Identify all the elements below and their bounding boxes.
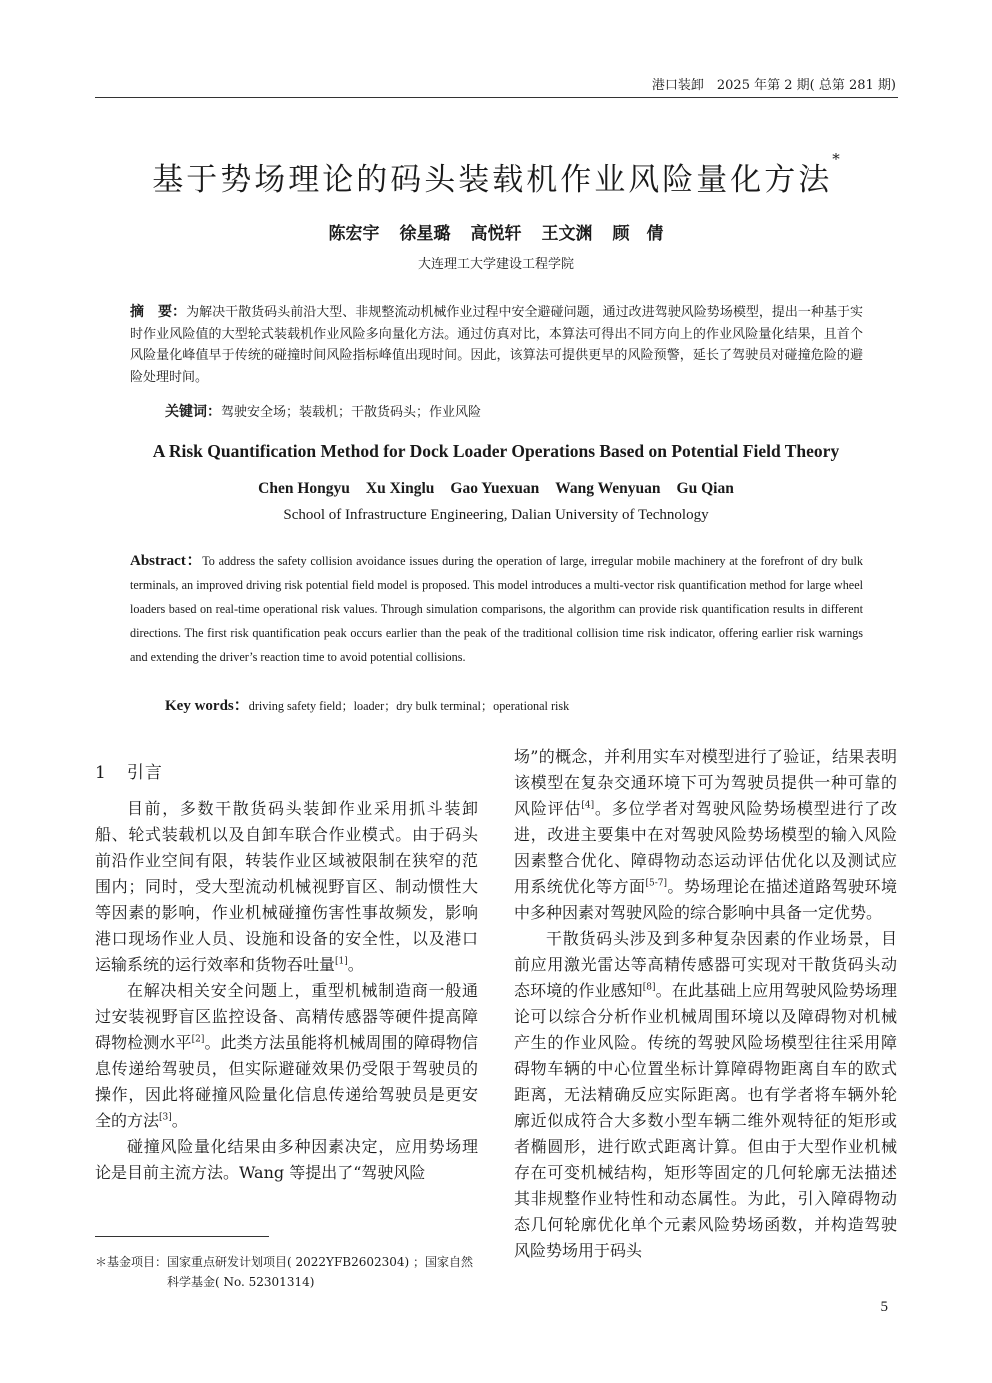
- abstract-en-label: Abstract：: [130, 553, 203, 569]
- author-cn: 陈宏宇: [328, 224, 380, 244]
- keywords-cn-label: 关键词：: [165, 404, 221, 420]
- funding-footnote: [95, 1252, 485, 1292]
- abstract-cn-text: 为解决干散货码头前沿大型、非规整流动机械作业过程中安全避碰问题，通过改进驾驶风险势场模型，提出一种基于实时作业风险值的大型轮式装载机作业风险多向量化方法。通过仿真对比，本算法可得出不同方向上的作业风险量化结果，且首个风险量化峰值早于传统的碰撞时间风险指标峰值出现时间。因此，该算法可提供更早的风险预警，延长了驾驶员对碰撞危险的避险处理时间。: [130, 305, 863, 385]
- paragraph-text: 碰撞风险量化结果由多种因素决定，应用势场理论是目前主流方法。Wang 等提出了“驾驶风险: [95, 1137, 478, 1182]
- paragraph-text: 干散货码头涉及到多种复杂因素的作业场景，目前应用激光雷达等高精传感器可实现对干散货码头动态环境的作业感知: [514, 929, 897, 1000]
- author-en: Xu Xinglu: [365, 480, 435, 497]
- abstract-en-text: To address the safety collision avoidance issues during the operation of large, irregular mobile machinery at the forefront of dry bulk terminals, an improved driving risk potential field model is proposed. This model introduces a multi-vector risk quantification method for large wheel loaders based on real-time operational risk values. Through simulation comparisons, the algorithm can provide risk quantification results in different directions. The first risk quantification peak occurs earlier than the peak of the traditional collision time risk indicator, offering earlier risk warnings and extending the driver’s reaction time to avoid potential collisions.: [130, 554, 863, 664]
- author-en: Wang Wenyuan: [555, 480, 661, 497]
- paragraph-text: 。: [171, 1111, 188, 1130]
- body-paragraph-continued: [514, 744, 897, 926]
- header-rule: [95, 97, 898, 98]
- body-column-left: [95, 796, 478, 1186]
- author-cn: 徐星璐: [399, 224, 451, 244]
- citation: [8]: [642, 982, 656, 993]
- section-heading: [95, 758, 163, 783]
- paragraph-text: 。: [347, 955, 364, 974]
- body-column-right: [514, 744, 897, 1264]
- paragraph-text: 。此类方法虽能将机械周围的障碍物信息传递给驾驶员，但实际避碰效果仍受限于驾驶员的操作，因此将碰撞风险量化信息传递给驾驶员是更安全的方法: [95, 1033, 478, 1130]
- footnote-rule: [95, 1236, 269, 1237]
- section-number: 1: [95, 763, 107, 783]
- paper-title: [0, 150, 992, 199]
- paper-title-text: 基于势场理论的码头装载机作业风险量化方法: [152, 162, 833, 198]
- abstract-en: [130, 549, 863, 669]
- keywords-cn: [165, 401, 481, 421]
- abstract-cn-label: 摘 要：: [130, 304, 187, 320]
- citation: [4]: [581, 800, 595, 811]
- citation: [5-7]: [645, 878, 667, 889]
- section-title: 引言: [126, 763, 163, 783]
- keywords-en-label: Key words：: [165, 698, 249, 714]
- body-paragraph: [95, 796, 478, 978]
- running-head: 港口装卸 2025 年第 2 期( 总第 281 期): [651, 78, 896, 93]
- footnote-line: 科学基金( No. 52301314): [167, 1275, 315, 1289]
- citation: [2]: [191, 1034, 205, 1045]
- affiliation-en: School of Infrastructure Engineering, Dalian University of Technology: [283, 507, 709, 523]
- keywords-en: [165, 694, 569, 715]
- paragraph-text: 在解决相关安全问题上，重型机械制造商一般通过安装视野盲区监控设备、高精传感器等硬件提高障碍物检测水平: [95, 981, 478, 1052]
- paragraph-text: 场”的概念，并利用实车对模型进行了验证，结果表明该模型在复杂交通环境下可为驾驶员提供一种可靠的风险评估: [514, 747, 897, 818]
- paper-title-en: A Risk Quantification Method for Dock Loader Operations Based on Potential Field Theory: [152, 441, 840, 461]
- author-cn: 高悦轩: [470, 224, 522, 244]
- author-cn: 王文渊: [541, 224, 593, 244]
- body-paragraph: [514, 926, 897, 1264]
- title-footnote-mark: *: [832, 150, 840, 168]
- citation: [1]: [335, 956, 348, 967]
- keywords-en-text: driving safety field；loader；dry bulk terminal；operational risk: [248, 699, 570, 713]
- citation: [3]: [159, 1112, 172, 1123]
- abstract-cn: [130, 302, 863, 388]
- paragraph-text: 。势场理论在描述道路驾驶环境中多种因素对驾驶风险的综合影响中具备一定优势。: [514, 877, 897, 922]
- authors-en: [0, 480, 992, 498]
- author-cn: 顾 倩: [612, 224, 664, 244]
- authors-cn: [0, 219, 992, 244]
- body-paragraph: [95, 978, 478, 1134]
- affiliation-cn: 大连理工大学建设工程学院: [417, 257, 574, 272]
- paragraph-text: 。在此基础上应用驾驶风险势场理论可以综合分析作业机械周围环境以及障碍物对机械产生的作业风险。传统的驾驶风险场模型往往采用障碍物车辆的中心位置坐标计算障碍物距离自车的欧式距离，无法精确反应实际距离。也有学者将车辆外轮廓近似成符合大多数小型车辆二维外观特征的矩形或者椭圆形，进行欧式距离计算。但由于大型作业机械存在可变机械结构，矩形等固定的几何轮廓无法描述其非规整作业特性和动态属性。为此，引入障碍物动态几何轮廓优化单个元素风险势场函数，并构造驾驶风险势场用于码头: [514, 981, 897, 1260]
- footnote-line: ＊基金项目：国家重点研发计划项目( 2022YFB2602304) ；国家自然: [95, 1255, 474, 1269]
- author-en: Chen Hongyu: [258, 480, 350, 497]
- page-number: 5: [880, 1299, 888, 1315]
- author-en: Gao Yuexuan: [450, 480, 540, 497]
- author-en: Gu Qian: [676, 480, 734, 497]
- paragraph-text: 目前，多数干散货码头装卸作业采用抓斗装卸船、轮式装载机以及自卸车联合作业模式。由于码头前沿作业空间有限，转装作业区域被限制在狭窄的范围内；同时，受大型流动机械视野盲区、制动惯性大等因素的影响，作业机械碰撞伤害性事故频发，影响港口现场作业人员、设施和设备的安全性，以及港口运输系统的运行效率和货物吞吐量: [95, 799, 478, 974]
- keywords-cn-text: 驾驶安全场；装载机；干散货码头；作业风险: [221, 405, 482, 420]
- paragraph-text: 。多位学者对驾驶风险势场模型进行了改进，改进主要集中在对驾驶风险势场模型的输入风险因素整合优化、障碍物动态运动评估优化以及测试应用系统优化等方面: [514, 799, 897, 896]
- body-paragraph: [95, 1134, 478, 1186]
